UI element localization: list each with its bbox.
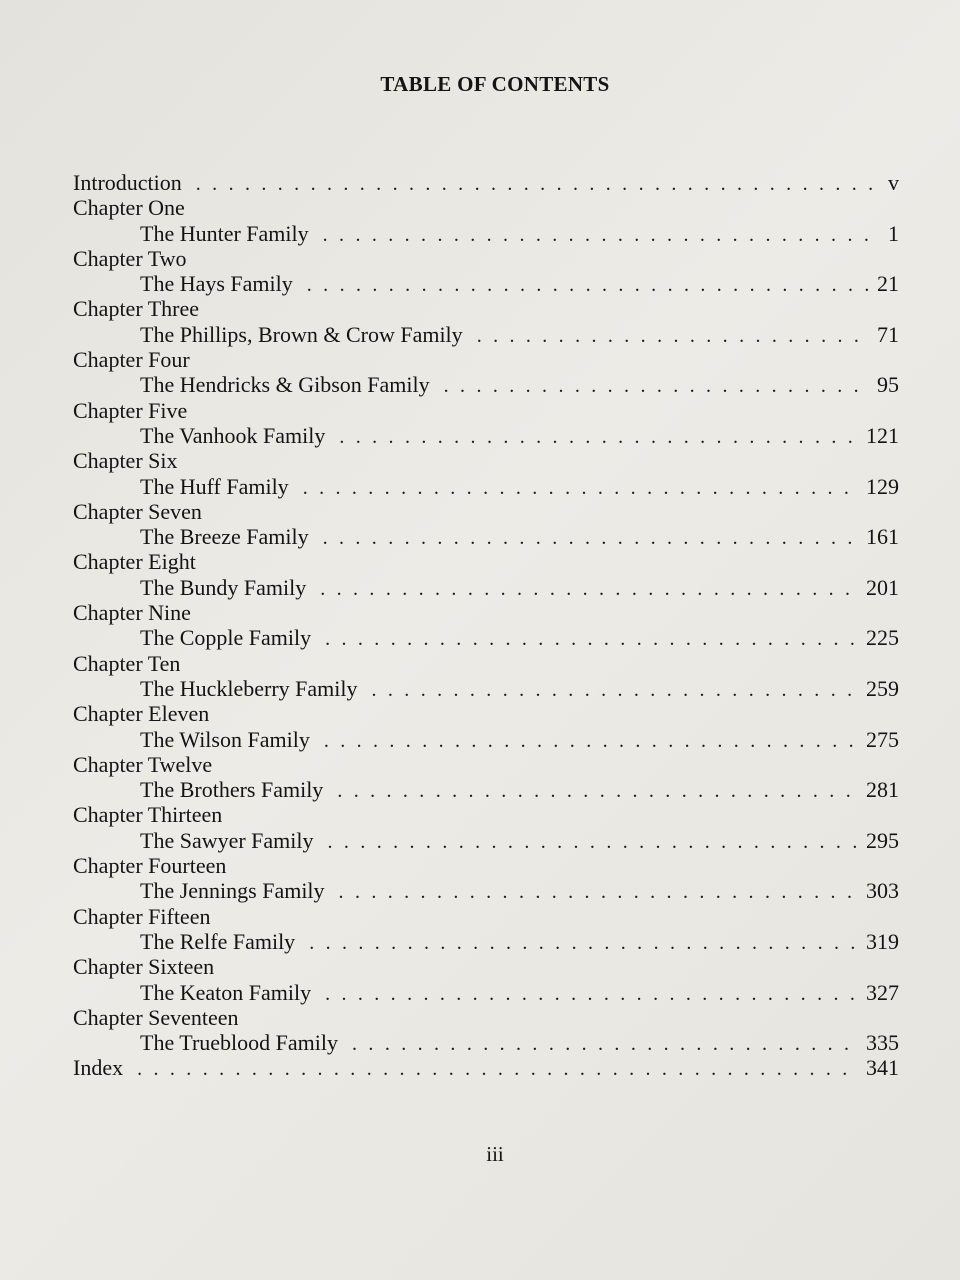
toc-entry-label: Chapter Seven — [73, 498, 202, 524]
toc-entry-label: The Brothers Family — [140, 777, 324, 803]
toc-entry-label: The Phillips, Brown & Crow Family — [140, 321, 463, 347]
toc-entry-page-number: 95 — [877, 372, 899, 398]
toc-entry-page-number: 201 — [866, 574, 899, 600]
toc-entry-label: The Huff Family — [140, 473, 289, 499]
toc-entry-label: The Breeze Family — [140, 524, 309, 550]
toc-entry-heading — [73, 195, 899, 220]
toc-entry-page-number: 295 — [866, 827, 899, 853]
toc-entry-section — [73, 980, 899, 1005]
dot-leader — [309, 931, 858, 956]
toc-entry-label: Chapter Ten — [73, 650, 181, 676]
toc-entry-page-number: 341 — [866, 1055, 899, 1081]
dot-leader — [477, 324, 869, 349]
toc-entry-section — [73, 828, 899, 853]
page-number: iii — [486, 1142, 504, 1166]
toc-entry-label: The Huckleberry Family — [140, 675, 358, 701]
toc-entry-label: Chapter Nine — [73, 600, 191, 626]
toc-entry-heading — [73, 347, 899, 372]
toc-entry-section — [73, 221, 899, 246]
dot-leader — [325, 982, 858, 1007]
toc-entry-label: The Trueblood Family — [140, 1030, 339, 1056]
toc-entry-heading — [73, 904, 899, 929]
page-title: TABLE OF CONTENTS — [380, 72, 610, 96]
toc-entry-label: Chapter Six — [73, 448, 178, 474]
toc-entry-section — [73, 676, 899, 701]
dot-leader — [323, 526, 858, 551]
table-of-contents — [73, 170, 899, 1081]
toc-entry-label: The Copple Family — [140, 625, 312, 651]
toc-entry-label: Index — [73, 1055, 124, 1081]
dot-leader — [307, 273, 869, 298]
toc-entry-heading — [73, 954, 899, 979]
toc-entry-label: Chapter Two — [73, 245, 187, 271]
toc-entry-page-number: 275 — [866, 726, 899, 752]
dot-leader — [303, 476, 858, 501]
toc-entry-label: The Hunter Family — [140, 220, 309, 246]
toc-entry-label: Chapter Three — [73, 296, 200, 322]
toc-entry-section — [73, 1030, 899, 1055]
toc-entry-label: Chapter One — [73, 195, 185, 221]
toc-entry-page-number: 259 — [866, 675, 899, 701]
dot-leader — [352, 1032, 858, 1057]
toc-entry-label: Introduction — [73, 170, 182, 195]
toc-entry-section — [73, 777, 899, 802]
dot-leader — [372, 678, 859, 703]
toc-entry-heading — [73, 398, 899, 423]
toc-entry-page-number: 335 — [866, 1030, 899, 1056]
dot-leader — [196, 172, 880, 197]
toc-entry-section — [73, 423, 899, 448]
toc-entry-heading — [73, 246, 899, 271]
toc-entry-label: The Hays Family — [140, 271, 293, 297]
toc-entry-label: Chapter Five — [73, 397, 188, 423]
toc-entry-label: Chapter Four — [73, 347, 190, 373]
toc-entry-label: Chapter Eleven — [73, 701, 210, 727]
toc-entry-page-number: 161 — [866, 524, 899, 550]
toc-entry-label: The Sawyer Family — [140, 827, 314, 853]
toc-entry-page-number: 281 — [866, 777, 899, 803]
toc-entry-section — [73, 271, 899, 296]
toc-entry-page-number: 303 — [866, 878, 899, 904]
toc-entry-label: The Wilson Family — [140, 726, 310, 752]
toc-entry-heading — [73, 802, 899, 827]
toc-entry-section — [73, 878, 899, 903]
toc-entry-label: The Hendricks & Gibson Family — [140, 372, 430, 398]
toc-entry-label: Chapter Seventeen — [73, 1004, 239, 1030]
toc-entry-section — [73, 625, 899, 650]
toc-entry-section — [73, 524, 899, 549]
dot-leader — [339, 425, 858, 450]
toc-entry-page-number: 225 — [866, 625, 899, 651]
toc-entry-section — [73, 474, 899, 499]
toc-entry-page-number: v — [888, 170, 899, 195]
dot-leader — [328, 830, 858, 855]
toc-entry-label: Chapter Thirteen — [73, 802, 223, 828]
toc-entry-heading — [73, 752, 899, 777]
toc-entry-section — [73, 322, 899, 347]
toc-entry-label: The Keaton Family — [140, 979, 312, 1005]
toc-entry-page-number: 121 — [866, 422, 899, 448]
dot-leader — [324, 729, 858, 754]
toc-entry-label: The Jennings Family — [140, 878, 325, 904]
toc-entry-page-number: 71 — [877, 321, 899, 347]
toc-entry-label: Chapter Eight — [73, 549, 196, 575]
toc-entry-heading — [73, 549, 899, 574]
toc-entry-label: Chapter Fourteen — [73, 853, 227, 879]
dot-leader — [320, 577, 858, 602]
dot-leader — [325, 627, 858, 652]
toc-entry-label: Chapter Twelve — [73, 751, 213, 777]
dot-leader — [337, 779, 858, 804]
toc-entry-section — [73, 929, 899, 954]
toc-entry-page-number: 129 — [866, 473, 899, 499]
toc-entry-label: The Bundy Family — [140, 574, 307, 600]
toc-entry-heading — [73, 651, 899, 676]
toc-entry-label: The Vanhook Family — [140, 422, 326, 448]
toc-entry-page-number: 319 — [866, 928, 899, 954]
toc-entry-label: The Relfe Family — [140, 928, 296, 954]
dot-leader — [444, 374, 869, 399]
dot-leader — [137, 1057, 858, 1082]
toc-entry-heading — [73, 499, 899, 524]
toc-entry-page-number: 1 — [888, 220, 899, 246]
toc-entry-section — [73, 727, 899, 752]
dot-leader — [339, 880, 858, 905]
toc-entry-heading — [73, 296, 899, 321]
toc-entry-section — [73, 575, 899, 600]
toc-entry-heading — [73, 170, 899, 195]
toc-entry-heading — [73, 701, 899, 726]
toc-entry-heading — [73, 600, 899, 625]
toc-entry-heading — [73, 448, 899, 473]
toc-entry-section — [73, 372, 899, 397]
dot-leader — [323, 223, 880, 248]
toc-entry-heading — [73, 1055, 899, 1080]
toc-entry-label: Chapter Fifteen — [73, 903, 211, 929]
toc-entry-heading — [73, 1005, 899, 1030]
toc-entry-page-number: 21 — [877, 271, 899, 297]
toc-entry-heading — [73, 853, 899, 878]
toc-entry-page-number: 327 — [866, 979, 899, 1005]
toc-entry-label: Chapter Sixteen — [73, 954, 215, 980]
